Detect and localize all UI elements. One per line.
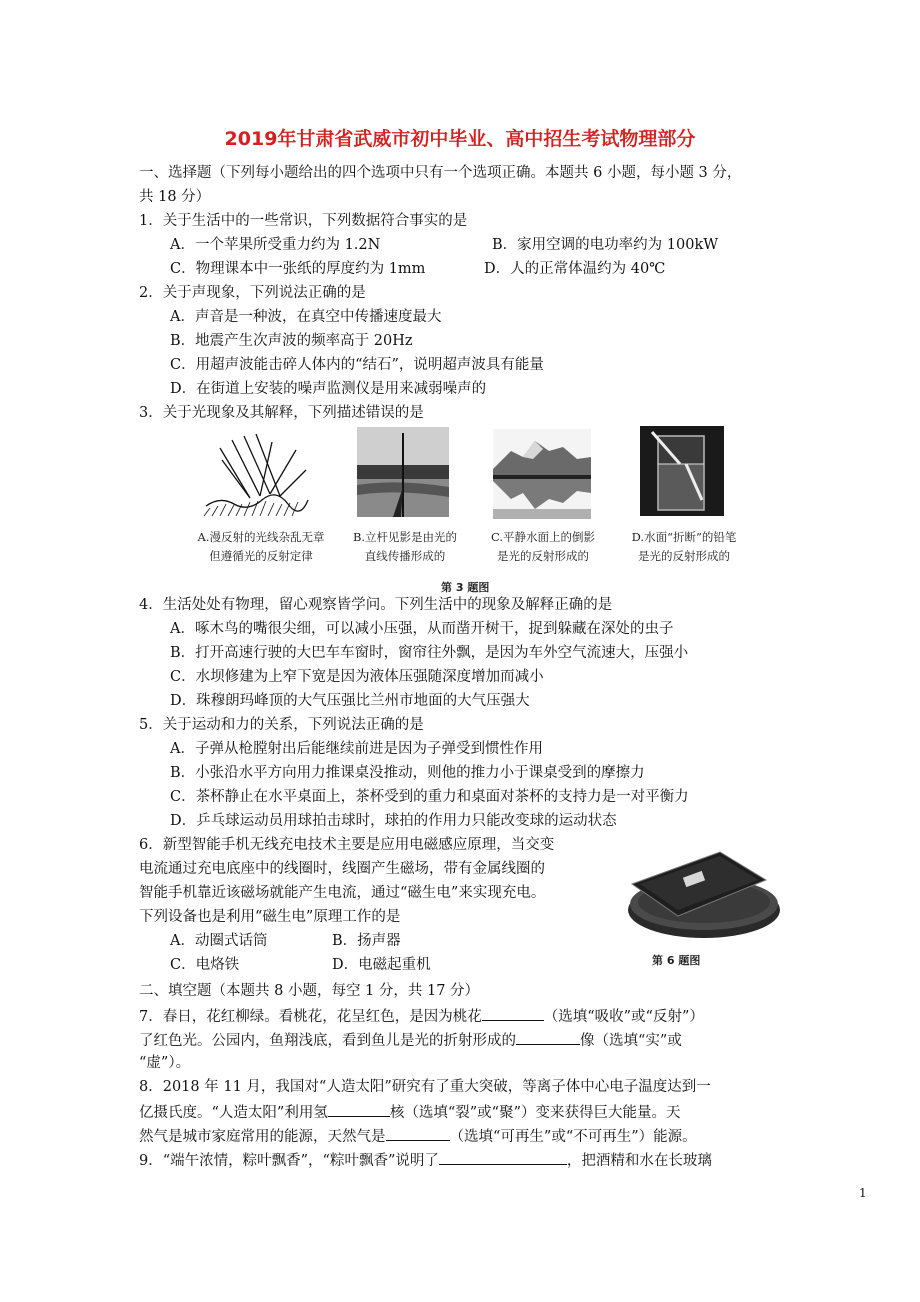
q1-option-a: A．一个苹果所受重力约为 1.2N [170, 237, 381, 253]
q6-stem-line4: 下列设备也是利用“磁生电”原理工作的是 [139, 909, 401, 925]
caption-line: 是光的反射形成的 [497, 549, 589, 563]
q5-stem: 5．关于运动和力的关系，下列说法正确的是 [139, 717, 424, 733]
pencil-in-water-photo [640, 426, 724, 516]
q9-line1 [139, 1150, 712, 1170]
q8-answer-blank-2[interactable] [386, 1126, 450, 1141]
q8-text-2b: 核（选填“裂”或“聚”）变来获得巨大能量。天 [389, 1105, 681, 1121]
q9-text-1a: 9．“端午浓情，粽叶飘香”，“粽叶飘香”说明了 [139, 1153, 439, 1169]
q1-option-d: D．人的正常体温约为 40℃ [484, 261, 666, 277]
q3-caption-c [478, 528, 608, 566]
q8-text-3b: （选填“可再生”或“不可再生”）能源。 [449, 1129, 697, 1145]
q7-answer-blank-1[interactable] [482, 1006, 544, 1021]
q3-figure-label: 第 3 题图 [441, 581, 490, 594]
pole-shadow-photo [357, 427, 449, 517]
q6-stem-line2: 电流通过充电底座中的线圈时，线圈产生磁场，带有金属线圈的 [139, 861, 545, 877]
section1-heading: 一、选择题（下列每小题给出的四个选项中只有一个选项正确。本题共 6 小题，每小题 3 分， [139, 165, 742, 181]
water-reflection-photo [493, 429, 591, 519]
q1-stem: 1．关于生活中的一些常识，下列数据符合事实的是 [139, 213, 468, 229]
caption-line: B.立杆见影是由光的 [352, 530, 458, 544]
q4-option-b: B．打开高速行驶的大巴车车窗时，窗帘往外飘，是因为车外空气流速大，压强小 [170, 645, 689, 661]
q9-answer-blank-1[interactable] [439, 1150, 567, 1165]
caption-line: 是光的反射形成的 [638, 549, 730, 563]
caption-line: D.水面“折断”的铅笔 [631, 530, 737, 544]
page-title: 2019年甘肃省武威市初中毕业、高中招生考试物理部分 [224, 128, 696, 150]
caption-line: A.漫反射的光线杂乱无章 [197, 530, 325, 544]
q1-option-c: C．物理课本中一张纸的厚度约为 1mm [170, 261, 426, 277]
q6-stem-line1: 6．新型智能手机无线充电技术主要是应用电磁感应原理，当交变 [139, 837, 555, 853]
q7-text-2b: 像（选填“实”或 [580, 1033, 682, 1049]
q3-caption-a [188, 528, 334, 566]
q7-line2 [139, 1030, 682, 1050]
q5-option-a: A．子弹从枪膛射出后能继续前进是因为子弹受到惯性作用 [170, 741, 543, 757]
q8-answer-blank-1[interactable] [328, 1102, 390, 1117]
section2-heading: 二、填空题（本题共 8 小题，每空 1 分，共 17 分） [139, 983, 480, 999]
q4-option-d: D．珠穆朗玛峰顶的大气压强比兰州市地面的大气压强大 [170, 693, 530, 709]
q6-stem-line3: 智能手机靠近该磁场就能产生电流，通过“磁生电”来实现充电。 [139, 885, 546, 901]
q5-option-c: C．茶杯静止在水平桌面上，茶杯受到的重力和桌面对茶杯的支持力是一对平衡力 [170, 789, 689, 805]
q4-option-a: A．啄木鸟的嘴很尖细，可以减小压强，从而凿开树干，捉到躲藏在深处的虫子 [170, 621, 674, 637]
q8-line1: 8．2018 年 11 月，我国对“人造太阳”研究有了重大突破，等离子体中心电子温度达到一 [139, 1079, 711, 1095]
q9-text-1b: ，把酒精和水在长玻璃 [566, 1153, 712, 1169]
q5-option-b: B．小张沿水平方向用力推课桌没推动，则他的推力小于课桌受到的摩擦力 [170, 765, 645, 781]
q6-option-b: B．扬声器 [332, 933, 401, 949]
wireless-charger-photo [616, 840, 784, 944]
q3-caption-d [614, 528, 754, 566]
caption-line: 直线传播形成的 [364, 549, 446, 563]
q7-text-1a: 7．春日，花红柳绿。看桃花，花呈红色，是因为桃花 [139, 1009, 482, 1025]
section1-heading-cont: 共 18 分） [139, 189, 211, 205]
q2-option-c: C．用超声波能击碎人体内的“结石”，说明超声波具有能量 [170, 357, 544, 373]
q7-text-1b: （选填“吸收”或“反射”） [543, 1009, 704, 1025]
q6-option-a: A．动圈式话筒 [170, 933, 268, 949]
q8-text-3a: 然气是城市家庭常用的能源，天然气是 [139, 1129, 386, 1145]
q2-option-d: D．在街道上安装的噪声监测仪是用来减弱噪声的 [170, 381, 487, 397]
caption-line: C.平静水面上的倒影 [490, 530, 596, 544]
q2-option-b: B．地震产生次声波的频率高于 20Hz [170, 333, 413, 349]
q7-text-2a: 了红色光。公园内，鱼翔浅底，看到鱼儿是光的折射形成的 [139, 1033, 516, 1049]
diffuse-reflection-figure [202, 430, 310, 520]
q7-answer-blank-2[interactable] [516, 1030, 580, 1045]
q7-line3: “虚”）。 [139, 1055, 191, 1071]
q4-stem: 4．生活处处有物理，留心观察皆学问。下列生活中的现象及解释正确的是 [139, 597, 613, 613]
caption-line: 但遵循光的反射定律 [209, 549, 313, 563]
q6-option-d: D．电磁起重机 [332, 957, 431, 973]
page-number: 1 [859, 1186, 867, 1200]
q6-option-c: C．电烙铁 [170, 957, 240, 973]
q2-stem: 2．关于声现象，下列说法正确的是 [139, 285, 366, 301]
q4-option-c: C．水坝修建为上窄下宽是因为液体压强随深度增加而减小 [170, 669, 544, 685]
q8-line2 [139, 1102, 680, 1122]
q7-line1 [139, 1006, 704, 1026]
q5-option-d: D．乒乓球运动员用球拍击球时，球拍的作用力只能改变球的运动状态 [170, 813, 617, 829]
q1-option-b: B．家用空调的电功率约为 100kW [492, 237, 719, 253]
q6-figure-label: 第 6 题图 [652, 954, 701, 967]
q3-stem: 3．关于光现象及其解释，下列描述错误的是 [139, 405, 424, 421]
q8-text-2a: 亿摄氏度。“人造太阳”利用氢 [139, 1105, 328, 1121]
q3-caption-b [340, 528, 470, 566]
q8-line3 [139, 1126, 697, 1146]
q2-option-a: A．声音是一种波，在真空中传播速度最大 [170, 309, 442, 325]
